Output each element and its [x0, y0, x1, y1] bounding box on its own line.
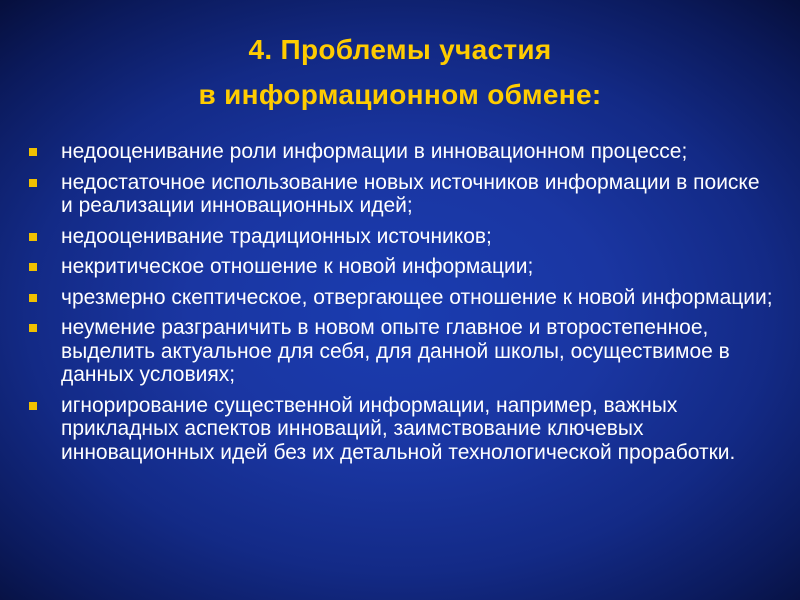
list-item [27, 394, 777, 465]
list-item [27, 171, 777, 218]
square-bullet-icon [29, 263, 37, 271]
list-item-text: некритическое отношение к новой информации; [61, 255, 534, 278]
slide-title-line-1: 4. Проблемы участия [248, 34, 552, 65]
list-item [27, 286, 777, 310]
list-item [27, 316, 777, 387]
list-item [27, 225, 777, 249]
slide-title-line-2: в информационном обмене: [198, 79, 602, 110]
list-item-text: недооценивание роли информации в инновационном процессе; [61, 140, 688, 163]
square-bullet-icon [29, 233, 37, 241]
list-item-text: игнорирование существенной информации, например, важных прикладных аспектов инноваций, заимствование ключевых инновационных идей без их детальной технологической проработки. [61, 393, 736, 464]
list-item [27, 255, 777, 279]
list-item-text: недооценивание традиционных источников; [61, 224, 492, 248]
list-item [27, 140, 777, 164]
bullet-list [27, 140, 777, 471]
list-item-text: недостаточное использование новых источников информации в поиске и реализации инновационных идей; [61, 170, 760, 217]
square-bullet-icon [29, 179, 37, 187]
square-bullet-icon [29, 148, 37, 156]
list-item-text: чрезмерно скептическое, отвергающее отношение к новой информации; [61, 285, 773, 309]
square-bullet-icon [29, 324, 37, 332]
list-item-text: неумение разграничить в новом опыте главное и второстепенное, выделить актуальное для себя, для данной школы, осуществимое в данных условиях; [61, 316, 730, 386]
slide-title [0, 27, 800, 117]
square-bullet-icon [29, 294, 37, 302]
square-bullet-icon [29, 402, 37, 410]
